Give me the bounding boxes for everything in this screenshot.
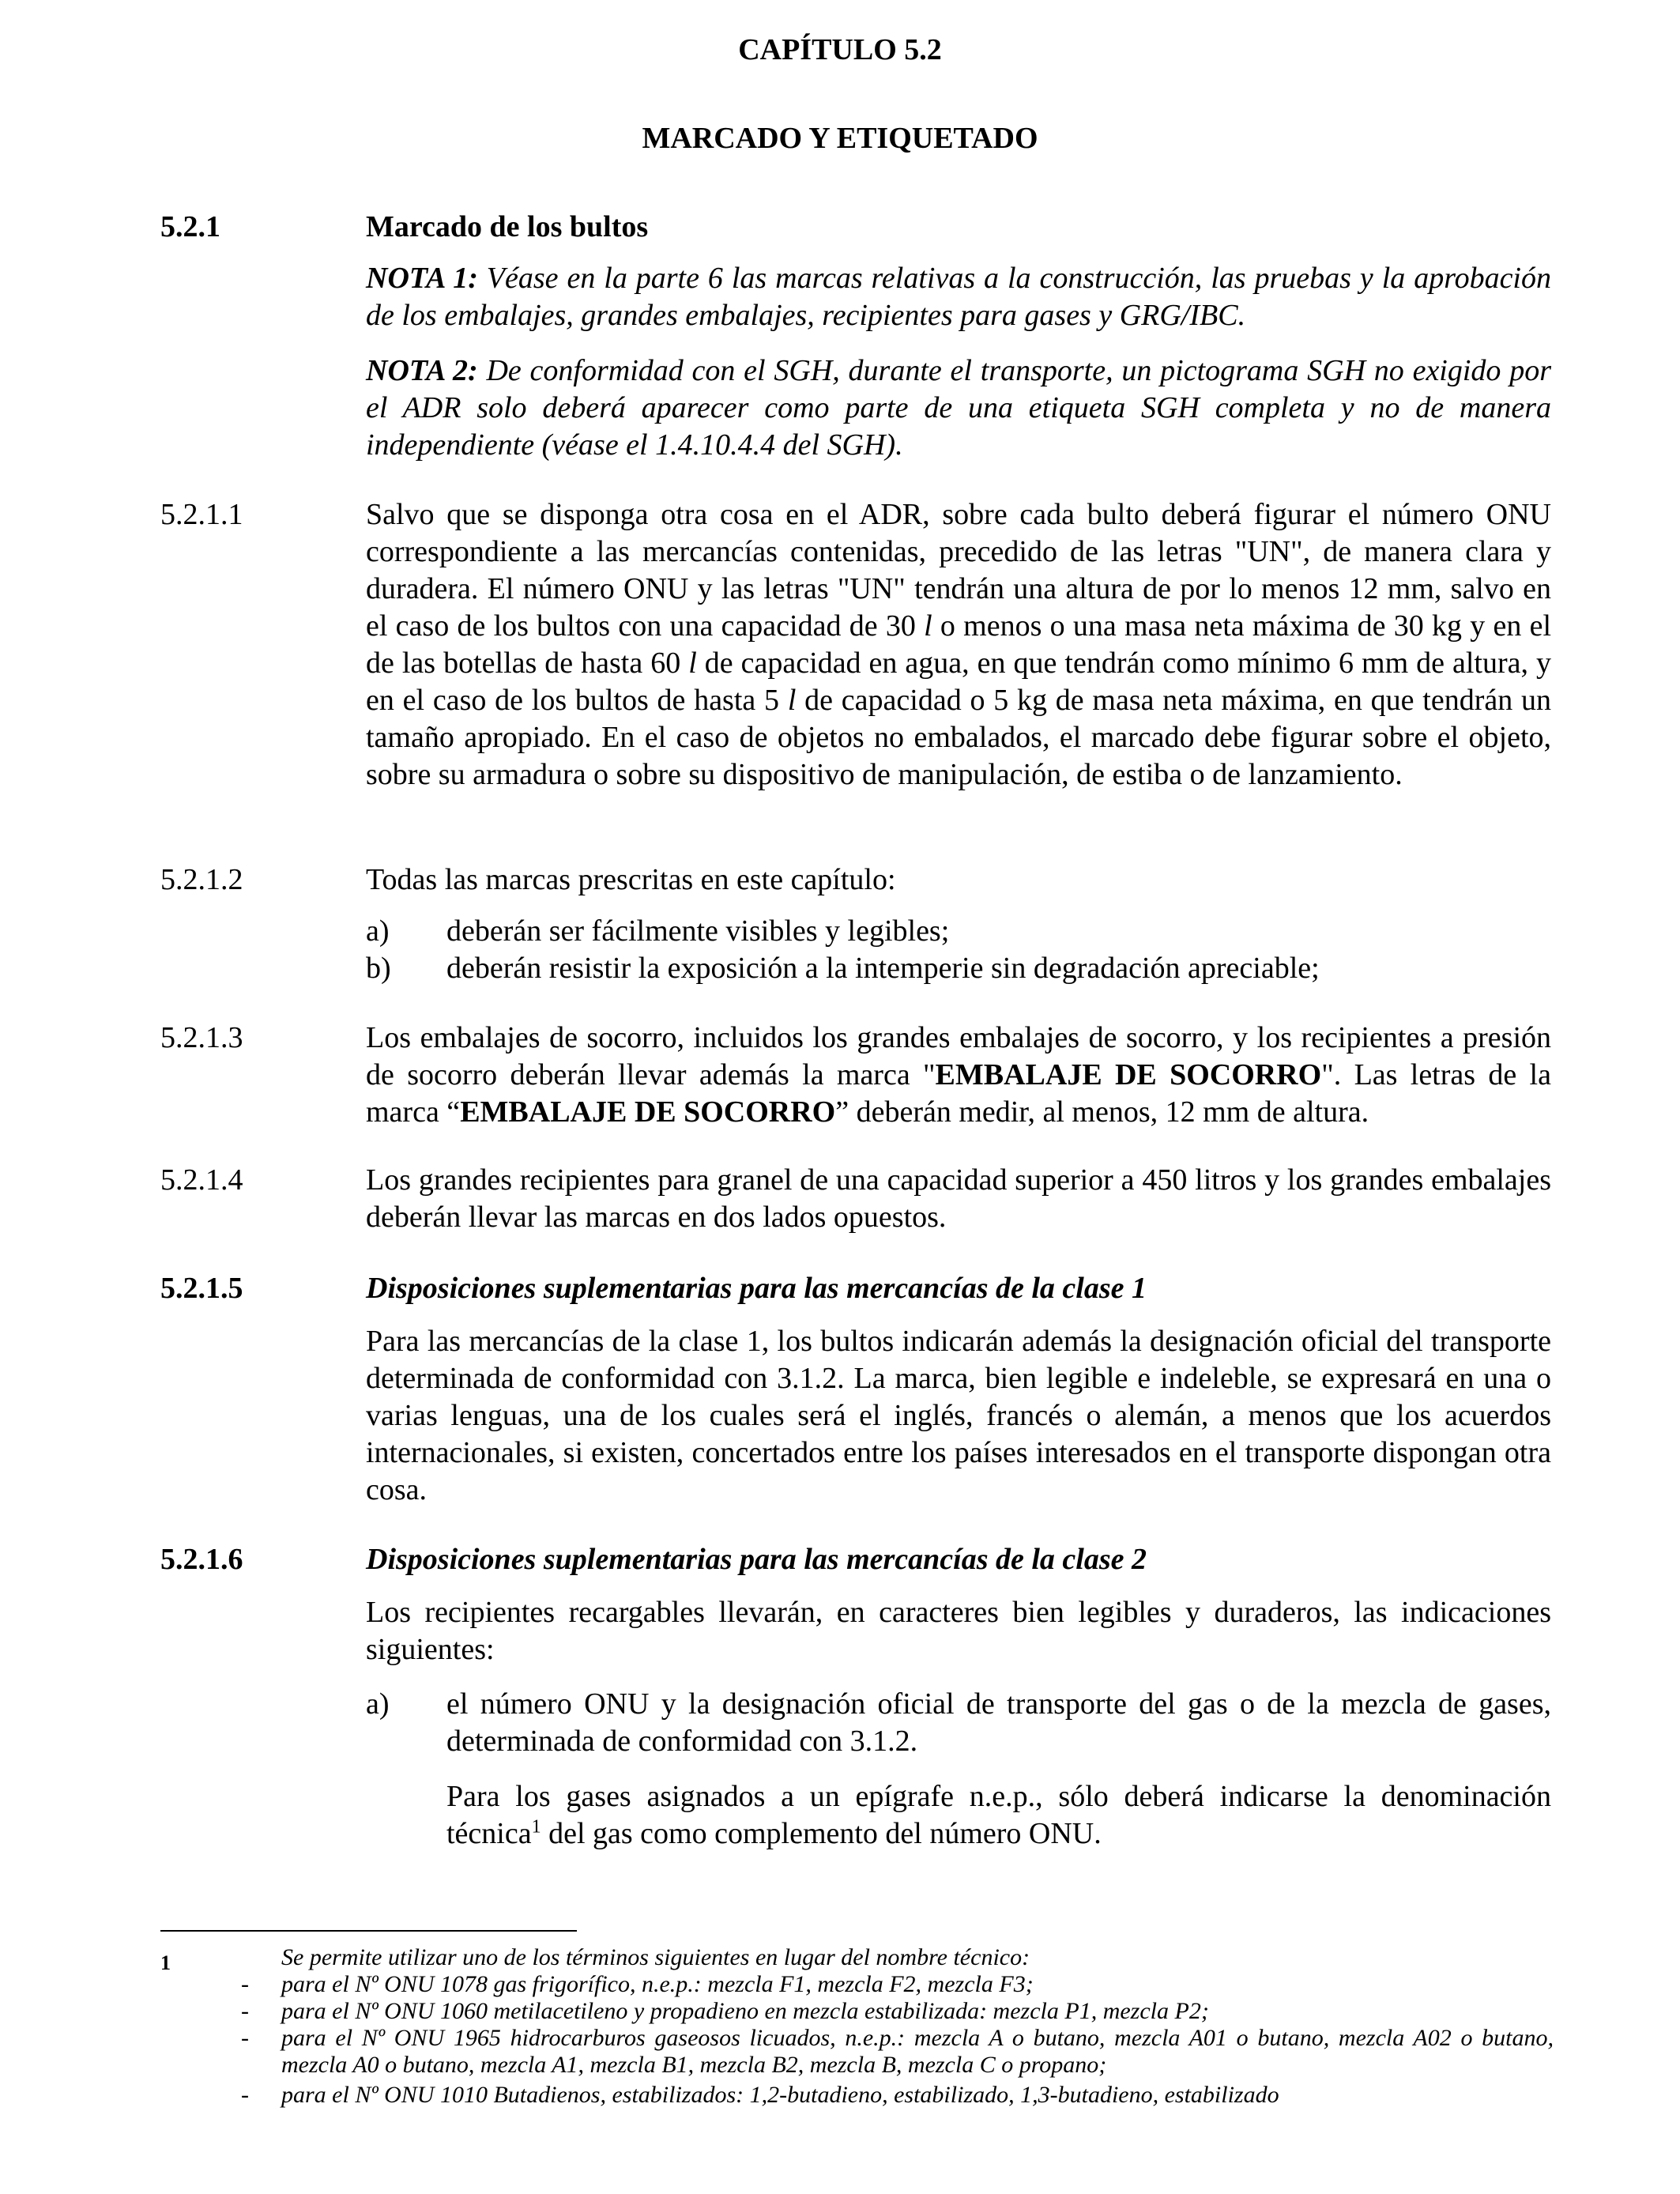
paragraph-5-2-1-3 bbox=[366, 1020, 1551, 1131]
paragraph-5-2-1-4: Los grandes recipientes para granel de una capacidad superior a 450 litros y los grandes embalajes deberán llevar las marcas en dos lados opuestos. bbox=[366, 1163, 1551, 1234]
note-1-label: NOTA 1: bbox=[366, 262, 478, 295]
footnote-dash: - bbox=[241, 1998, 249, 2024]
list-item-label: b) bbox=[366, 952, 391, 985]
footnote-reference: 1 bbox=[531, 1816, 541, 1838]
footnote-number: 1 bbox=[160, 1951, 171, 1974]
paragraph-text: Los embalajes de socorro, incluidos los grandes embalajes de socorro, y los recipientes a presión de socorro deberán llevar además la marca " bbox=[366, 1021, 1551, 1091]
paragraph-text: ". Las letras de la marca “ bbox=[366, 1058, 1551, 1129]
paragraph-5-2-1-6-note bbox=[446, 1778, 1551, 1853]
note-2-label: NOTA 2: bbox=[366, 354, 478, 387]
unit-litre: l bbox=[924, 609, 932, 643]
footnote-intro: Se permite utilizar uno de los términos siguientes en lugar del nombre técnico: bbox=[281, 1944, 1030, 1970]
list-item bbox=[366, 913, 1551, 950]
section-title-5-2-1-5: Disposiciones suplementarias para las mercancías de la clase 1 bbox=[366, 1272, 1147, 1305]
section-number-5-2-1-6: 5.2.1.6 bbox=[160, 1543, 243, 1576]
list-item-text: deberán ser fácilmente visibles y legibles; bbox=[446, 914, 950, 948]
footnote-item: para el Nº ONU 1010 Butadienos, estabilizados: 1,2-butadieno, estabilizado, 1,3-butadieno, estabilizado bbox=[281, 2082, 1279, 2108]
section-number-5-2-1-2: 5.2.1.2 bbox=[160, 863, 243, 896]
footnote-item: para el Nº ONU 1965 hidrocarburos gaseosos licuados, n.e.p.: mezcla A o butano, mezcla A01 o butano, mezcla A02 o butano, mezcla A0 o butano, mezcla A1, mezcla B1, mezcla B2, mezcla B, mezcla C o propano; bbox=[281, 2025, 1554, 2078]
section-title-5-2-1-6: Disposiciones suplementarias para las mercancías de la clase 2 bbox=[366, 1543, 1147, 1576]
note-2-text: De conformidad con el SGH, durante el transporte, un pictograma SGH no exigido por el ADR solo deberá aparecer como parte de una etiqueta SGH completa y no de manera independiente (véase el 1.4.10.4.4 del SGH). bbox=[366, 354, 1551, 462]
note-2 bbox=[366, 352, 1551, 464]
footnote-dash: - bbox=[241, 2082, 249, 2108]
mark-text: EMBALAJE DE SOCORRO bbox=[935, 1058, 1322, 1091]
chapter-subtitle: MARCADO Y ETIQUETADO bbox=[642, 122, 1038, 155]
list-item-text: deberán resistir la exposición a la intemperie sin degradación apreciable; bbox=[446, 952, 1320, 985]
paragraph-5-2-1-1 bbox=[366, 496, 1551, 794]
list-5-2-1-2 bbox=[366, 913, 1551, 987]
section-number-5-2-1-1: 5.2.1.1 bbox=[160, 498, 243, 531]
footnote-dash: - bbox=[241, 1971, 249, 1997]
paragraph-text: de capacidad o 5 kg de masa neta máxima, en que tendrán un tamaño apropiado. En el caso de objetos no embalados, el marcado debe figurar sobre el objeto, sobre su armadura o sobre su dispositivo de manipulación, de estiba o de lanzamiento. bbox=[366, 684, 1551, 791]
paragraph-5-2-1-2-intro: Todas las marcas prescritas en este capítulo: bbox=[366, 863, 896, 896]
footnote-separator bbox=[160, 1930, 577, 1932]
paragraph-text: de capacidad en agua, en que tendrán como mínimo 6 mm de altura, y en el caso de los bultos de hasta 5 bbox=[366, 647, 1551, 717]
unit-litre: l bbox=[787, 684, 797, 717]
paragraph-text: ” deberán medir, al menos, 12 mm de altura. bbox=[835, 1095, 1369, 1129]
note-1-text: Véase en la parte 6 las marcas relativas a la construcción, las pruebas y la aprobación de los embalajes, grandes embalajes, recipientes para gases y GRG/IBC. bbox=[366, 262, 1551, 332]
footnote-item: para el Nº ONU 1060 metilacetileno y propadieno en mezcla estabilizada: mezcla P1, mezcla P2; bbox=[281, 1998, 1209, 2024]
list-item-label: a) bbox=[366, 1687, 390, 1721]
section-number-5-2-1: 5.2.1 bbox=[160, 210, 220, 243]
list-item bbox=[366, 950, 1551, 987]
footnote-item: para el Nº ONU 1078 gas frigorífico, n.e.p.: mezcla F1, mezcla F2, mezcla F3; bbox=[281, 1971, 1034, 1997]
section-number-5-2-1-5: 5.2.1.5 bbox=[160, 1272, 243, 1305]
note-1 bbox=[366, 260, 1551, 334]
paragraph-text: Para los gases asignados a un epígrafe n.e.p., sólo deberá indicarse la denominación técnica bbox=[446, 1780, 1551, 1850]
chapter-title: CAPÍTULO 5.2 bbox=[738, 33, 942, 66]
paragraph-5-2-1-5: Para las mercancías de la clase 1, los bultos indicarán además la designación oficial del transporte determinada de conformidad con 3.1.2. La marca, bien legible e indeleble, se expresará en una o varias lenguas, una de los cuales será el inglés, francés o alemán, a menos que los acuerdos internacionales, si existen, concertados entre los países interesados en el transporte dispongan otra cosa. bbox=[366, 1325, 1551, 1506]
list-item-text: el número ONU y la designación oficial de transporte del gas o de la mezcla de gases, determinada de conformidad con 3.1.2. bbox=[446, 1687, 1551, 1758]
paragraph-5-2-1-6-intro: Los recipientes recargables llevarán, en caracteres bien legibles y duraderos, las indicaciones siguientes: bbox=[366, 1596, 1551, 1666]
unit-litre: l bbox=[688, 647, 697, 680]
footnote-dash: - bbox=[241, 2025, 249, 2051]
paragraph-text: o menos o una masa neta máxima de 30 kg y en el de las botellas de hasta 60 bbox=[366, 609, 1552, 680]
section-number-5-2-1-3: 5.2.1.3 bbox=[160, 1021, 243, 1054]
list-item-label: a) bbox=[366, 914, 390, 948]
paragraph-text: del gas como complemento del número ONU. bbox=[541, 1817, 1102, 1850]
section-number-5-2-1-4: 5.2.1.4 bbox=[160, 1163, 243, 1197]
paragraph-text: Salvo que se disponga otra cosa en el ADR, sobre cada bulto deberá figurar el número ONU correspondiente a las mercancías contenidas, precedido de las letras "UN", de manera clara y duradera. El número ONU y las letras "UN" tendrán una altura de por lo menos 12 mm, salvo en el caso de los bultos con una capacidad de 30 bbox=[366, 498, 1551, 643]
mark-text: EMBALAJE DE SOCORRO bbox=[460, 1095, 836, 1129]
section-title-5-2-1: Marcado de los bultos bbox=[366, 210, 649, 243]
